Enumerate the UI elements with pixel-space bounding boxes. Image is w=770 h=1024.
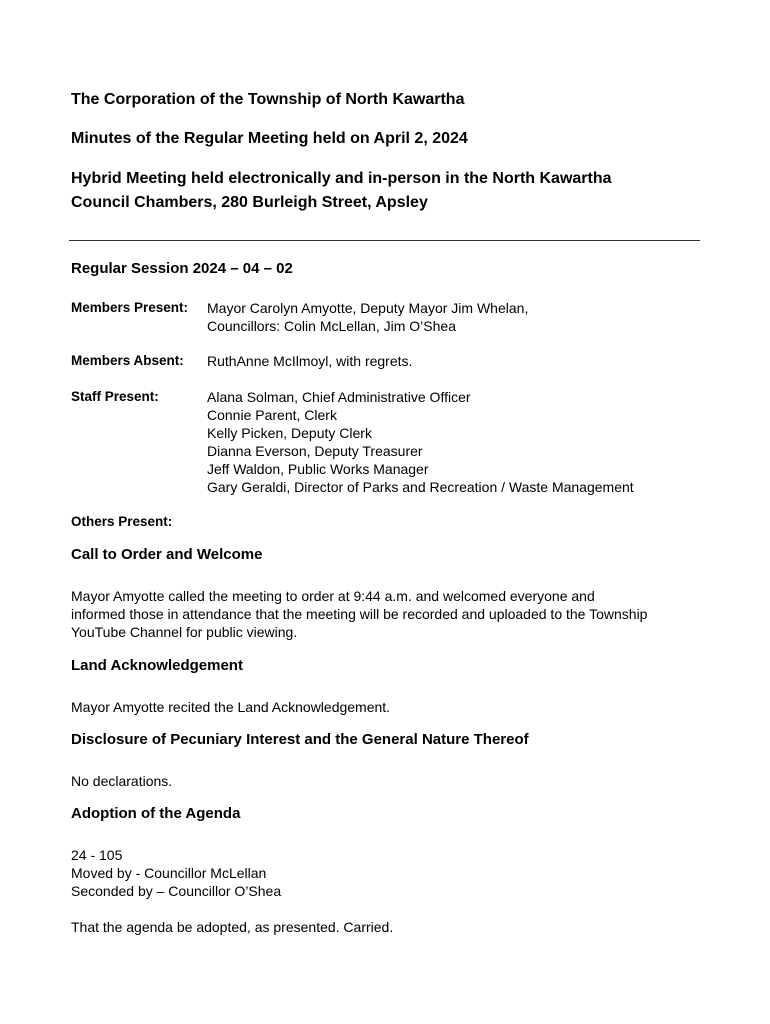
location-line-2: Council Chambers, 280 Burleigh Street, Apsley bbox=[71, 194, 428, 211]
staff-present-label: Staff Present: bbox=[71, 389, 159, 404]
disclosure-text: No declarations. bbox=[71, 773, 173, 789]
members-absent-value: RuthAnne McIlmoyl, with regrets. bbox=[207, 353, 413, 369]
header-divider bbox=[69, 240, 700, 241]
moved-by: Moved by - Councillor McLellan bbox=[71, 865, 267, 881]
paragraph-line: Mayor Amyotte called the meeting to order at 9:44 a.m. and welcomed everyone and bbox=[71, 588, 595, 604]
members-present-list bbox=[207, 299, 528, 335]
call-to-order-body bbox=[71, 587, 647, 641]
others-present-label: Others Present: bbox=[71, 514, 173, 529]
staff-present-list bbox=[207, 388, 634, 496]
motion-number: 24 - 105 bbox=[71, 847, 123, 863]
members-absent-label: Members Absent: bbox=[71, 353, 184, 368]
staff-member: Connie Parent, Clerk bbox=[207, 407, 337, 423]
call-to-order-heading: Call to Order and Welcome bbox=[71, 546, 263, 563]
location-line-1: Hybrid Meeting held electronically and in-person in the North Kawartha bbox=[71, 170, 612, 187]
paragraph-line: informed those in attendance that the meeting will be recorded and uploaded to the Township bbox=[71, 606, 648, 622]
land-ack-heading: Land Acknowledgement bbox=[71, 657, 243, 674]
members-present-line: Mayor Carolyn Amyotte, Deputy Mayor Jim Whelan, bbox=[207, 300, 529, 316]
staff-member: Dianna Everson, Deputy Treasurer bbox=[207, 443, 423, 459]
agenda-motion bbox=[71, 846, 281, 900]
staff-member: Gary Geraldi, Director of Parks and Recreation / Waste Management bbox=[207, 479, 634, 495]
land-ack-text: Mayor Amyotte recited the Land Acknowledgement. bbox=[71, 699, 391, 715]
members-present-label: Members Present: bbox=[71, 300, 189, 315]
minutes-title: Minutes of the Regular Meeting held on April 2, 2024 bbox=[71, 130, 468, 147]
disclosure-heading: Disclosure of Pecuniary Interest and the General Nature Thereof bbox=[71, 731, 529, 748]
paragraph-line: YouTube Channel for public viewing. bbox=[71, 624, 298, 640]
staff-member: Kelly Picken, Deputy Clerk bbox=[207, 425, 372, 441]
staff-member: Alana Solman, Chief Administrative Officer bbox=[207, 389, 471, 405]
members-present-line: Councillors: Colin McLellan, Jim O’Shea bbox=[207, 318, 456, 334]
staff-member: Jeff Waldon, Public Works Manager bbox=[207, 461, 429, 477]
agenda-heading: Adoption of the Agenda bbox=[71, 805, 241, 822]
org-title: The Corporation of the Township of North Kawartha bbox=[71, 91, 465, 108]
agenda-resolution: That the agenda be adopted, as presented. Carried. bbox=[71, 919, 394, 935]
session-title: Regular Session 2024 – 04 – 02 bbox=[71, 260, 293, 277]
seconded-by: Seconded by – Councillor O’Shea bbox=[71, 883, 282, 899]
